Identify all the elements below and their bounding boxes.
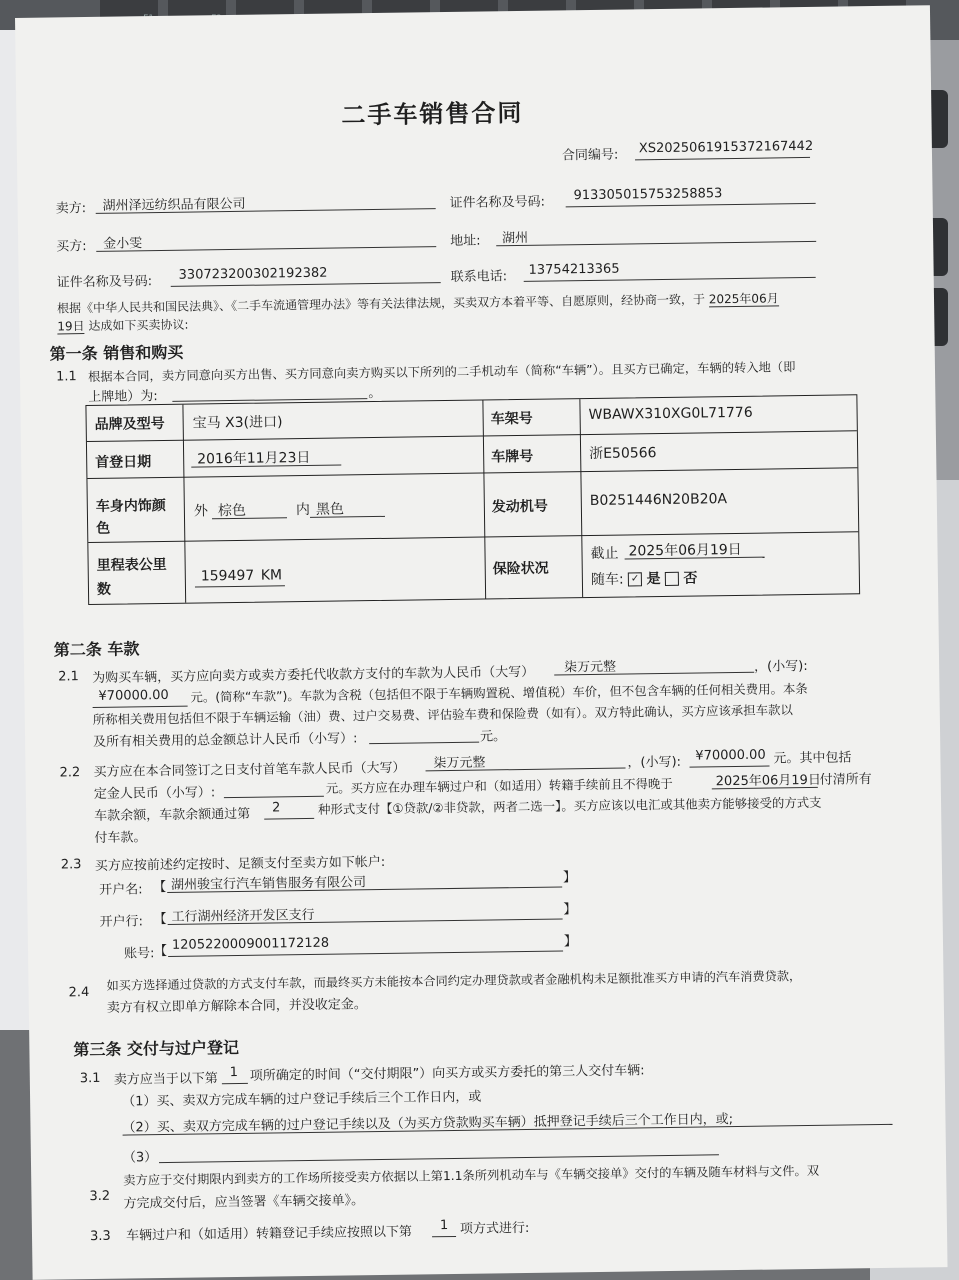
clause-1-1-end: 。: [368, 385, 382, 402]
underline: [496, 241, 816, 246]
bracket: 】: [563, 934, 578, 950]
contract-page: [15, 5, 948, 1280]
underline: [171, 282, 441, 287]
clause-3-3-line1a: 车辆过户和（如适用）转籍登记手续应按照以下第: [125, 1224, 413, 1244]
price-amount: ¥70000.00: [98, 687, 169, 704]
payment-method-number: 2: [271, 800, 281, 816]
underline: [566, 203, 816, 207]
underline: [195, 585, 285, 587]
clause-3-1-line1a: 卖方应当于以下第: [113, 1071, 218, 1088]
clause-2-2-line2c: 付清所有: [819, 772, 872, 788]
clause-3-2-line1: 卖方应于交付期限内到卖方的工作场所接受卖方依据以上第1.1条所列机动车与《车辆交接单》交付的车辆及随车材料与文件。双: [123, 1163, 820, 1188]
price-small-label: ，(小写):: [754, 658, 808, 675]
underline: [369, 742, 479, 745]
underline: [212, 517, 287, 519]
clause-2-1-line2: 元。(简称“车款”)。车款为含税（包括但不限于车辆购置税、增值税）车价，但不包含车辆的任何相关费用。本条: [190, 680, 808, 705]
clause-number: 2.3: [60, 857, 82, 873]
clause-number: 1.1: [55, 369, 77, 385]
vin-value: WBAWX310XG0L71776: [588, 404, 753, 424]
price-in-words: 柒万元整: [564, 659, 617, 676]
table-divider: [579, 399, 583, 597]
balance-due-date: 2025年06月19日: [715, 772, 821, 790]
clause-text: 为购买车辆，买方应向卖方或卖方委托代收款方支付的车款为人民币（大写）: [92, 664, 535, 686]
buyer-id-label: 证件名称及号码:: [56, 274, 153, 291]
odometer-label-part: 数: [96, 581, 112, 598]
clause-3-2-line2: 方完成交付后，应当签署《车辆交接单》。: [123, 1193, 365, 1212]
article-3-heading: 第三条 交付与过户登记: [73, 1037, 240, 1060]
clause-number: 2.2: [59, 765, 81, 781]
bracket: 【: [153, 943, 168, 960]
preamble-day: 19日: [57, 319, 85, 334]
clause-2-3-line1: 买方应按前述约定按时、足额支付至卖方如下帐户:: [94, 854, 386, 874]
clause-2-1-line1: [92, 661, 534, 686]
underline: [224, 796, 324, 798]
underline: [690, 766, 770, 768]
seller-name: 湖州泽远纺织品有限公司: [102, 196, 246, 214]
color-label-part: 车身内饰颜: [95, 497, 166, 515]
interior-label: 内: [295, 501, 311, 519]
clause-number: 3.2: [89, 1188, 111, 1205]
clause-2-2-line2b: 元。买方应在办理车辆过户和（如适用）转籍手续前且不得晚于: [325, 775, 673, 796]
phone: 13754213365: [528, 261, 620, 278]
underline: [712, 787, 818, 789]
preamble-text: 达成如下买卖协议:: [88, 317, 189, 334]
brand-label: 品牌及型号: [94, 415, 165, 433]
first-payment-words: 柒万元整: [433, 755, 486, 772]
no-label: 否: [683, 570, 698, 587]
bracket: 】: [562, 870, 577, 886]
table-divider: [182, 405, 186, 603]
account-number: 1205220009001172128: [171, 935, 330, 953]
clause-2-4-line1: 如买方选择通过贷款的方式支付车款，而最终买方未能按本合同约定办理贷款或者金融机构未足额批准买方申请的汽车消费贷款，: [106, 969, 802, 993]
contract-number-label: 合同编号:: [561, 147, 619, 164]
insurance-until-label: 截止: [590, 545, 619, 563]
underline: [635, 157, 810, 160]
clause-2-2-line1-end: 元。其中包括: [773, 750, 852, 767]
odometer-label-part: 里程表公里: [96, 556, 167, 574]
registration-value: 2016年11月23日: [197, 449, 311, 468]
odometer-label: [96, 553, 167, 602]
bracket: 】: [563, 902, 577, 918]
insurance-until: 2025年06月19日: [628, 541, 742, 560]
table-divider: [482, 400, 486, 598]
preamble-date: 2025年06月: [708, 291, 779, 307]
clause-2-1-end: 元。: [479, 729, 507, 745]
bank-name: 工行湖州经济开发区支行: [171, 907, 315, 925]
delivery-option-3: （3）: [122, 1150, 158, 1166]
color-label-part: 色: [96, 520, 111, 537]
unchecked-box-icon: [665, 572, 679, 586]
clause-1-1-line1: 根据本合同，卖方同意向买方出售、买方同意向卖方购买以下所列的二手机动车（简称“车辆”）。且买方已确定，车辆的转入地（即: [87, 360, 796, 385]
clause-2-2-line4: 付车款。: [94, 830, 147, 846]
clause-3-3-line1b: 项方式进行:: [459, 1220, 530, 1237]
page-title: 二手车销售合同: [341, 98, 524, 130]
seller-label: 卖方:: [55, 201, 87, 217]
article-2-heading: 第二条 车款: [53, 639, 140, 660]
underline: [93, 706, 188, 708]
checked-box-icon: ✓: [628, 572, 642, 586]
clause-2-2-line2a: 定金人民币（小写）:: [93, 785, 216, 802]
bracket: 【: [153, 879, 167, 896]
underline: [222, 1083, 248, 1084]
clause-3-1-line1b: 项所确定的时间（“交付期限”）向买方或买方委托的第三人交付车辆:: [249, 1063, 645, 1084]
underline: [96, 246, 436, 252]
seller-id: 913305015753258853: [573, 186, 723, 204]
preamble: [57, 289, 779, 316]
table-divider: [88, 531, 858, 543]
underline: [159, 1154, 719, 1163]
underline: [264, 818, 314, 820]
underline: [310, 516, 385, 518]
preamble-line2: [57, 316, 188, 335]
first-payment-amount: ¥70000.00: [695, 747, 766, 764]
delivery-option-2: （2）买、卖双方完成车辆的过户登记手续以及（为买方贷款购买车辆）抵押登记手续后三个工作日内，或;: [122, 1112, 734, 1136]
buyer-id: 330723200302192382: [178, 265, 328, 283]
underline: [524, 277, 816, 282]
registration-option-number: 1: [439, 1218, 449, 1234]
plate-label: 车牌号: [491, 448, 534, 466]
address: 湖州: [502, 230, 529, 247]
yes-label: 是: [646, 571, 661, 588]
interior-color: 黑色: [315, 501, 345, 518]
clause-2-2-line1: 买方应在本合同签订之日支付首笔车款人民币（大写）: [93, 760, 406, 780]
clause-2-4-line2: 卖方有权立即单方解除本合同，并没收定金。: [106, 997, 367, 1016]
delivery-option-1: （1）买、卖双方完成车辆的过户登记手续后三个工作日内，或: [122, 1089, 482, 1110]
odometer-unit: KM: [260, 567, 283, 584]
account-number-label: 账号:: [123, 946, 155, 962]
buyer-name: 金小雯: [103, 236, 143, 252]
underline: [432, 1236, 456, 1237]
seller-id-label: 证件名称及号码:: [449, 194, 546, 211]
article-1-heading: 第一条 销售和购买: [49, 342, 184, 364]
insurance-with-car: [591, 568, 698, 589]
phone-label: 联系电话:: [450, 269, 508, 285]
brand-value: 宝马 X3(进口): [192, 414, 283, 432]
account-holder-label: 开户名:: [99, 882, 143, 898]
plate-value: 浙E50566: [589, 445, 657, 463]
clause-number: 3.1: [79, 1070, 101, 1087]
bracket: 【: [153, 911, 167, 928]
clause-2-1-line4: 及所有相关费用的总金额总计人民币（小写）:: [93, 731, 358, 750]
contract-number: XS2025061915372167442: [638, 138, 814, 157]
clause-2-2-line3a: 车款余额，车款余额通过第: [94, 806, 251, 824]
with-car-label: 随车:: [590, 571, 624, 589]
exterior-label: 外: [193, 503, 209, 520]
vehicle-table: [85, 394, 860, 605]
clause-number: 2.4: [68, 985, 90, 1001]
color-label: [96, 495, 167, 540]
delivery-option-number: 1: [229, 1064, 239, 1081]
clause-number: 2.1: [58, 669, 79, 685]
table-divider: [87, 467, 857, 479]
exterior-color: 棕色: [217, 502, 247, 520]
engine-value: B0251446N20B20A: [589, 491, 728, 510]
clause-2-2-line3b: 种形式支付【①贷款/②非贷款，两者二选一】。买方应该以电汇或其他卖方能够接受的方式支: [317, 794, 822, 817]
engine-label: 发动机号: [491, 498, 548, 516]
clause-2-1-line3: 所称相关费用包括但不限于车辆运输（油）费、过户交易费、评估验车费和保险费（如有）。双方特此确认，买方应该承担车款以: [92, 702, 793, 727]
odometer-value: 159497: [200, 567, 255, 585]
first-payment-small-label: ，(小写):: [627, 754, 682, 771]
registration-label: 首登日期: [95, 454, 152, 471]
insurance-label: 保险状况: [492, 560, 549, 578]
account-holder: 湖州骏宝行汽车销售服务有限公司: [171, 875, 367, 893]
buyer-label: 买方:: [56, 239, 87, 255]
address-label: 地址:: [450, 233, 481, 249]
clause-number: 3.3: [89, 1228, 111, 1245]
clause-1-1-line2: 上牌地）为:: [88, 389, 158, 406]
vin-label: 车架号: [490, 410, 533, 428]
preamble-text: 根据《中华人民共和国民法典》、《二手车流通管理办法》等有关法律法规，买卖双方本着平等、自愿原则，经协商一致，于: [56, 292, 706, 316]
bank-label: 开户行:: [99, 914, 144, 930]
